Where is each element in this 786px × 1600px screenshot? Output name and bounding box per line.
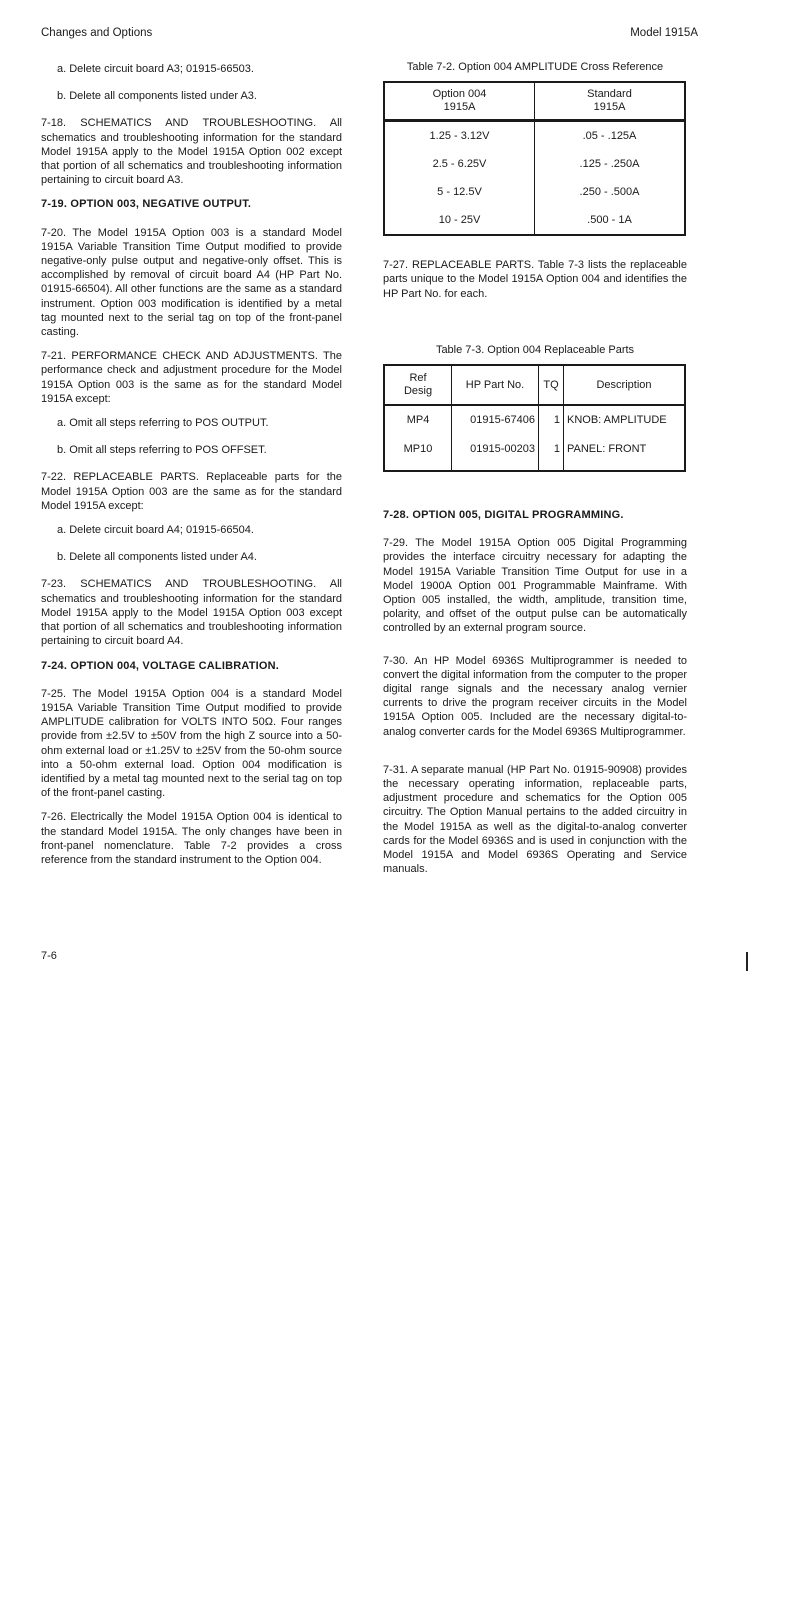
paragraph-7-22: 7-22. REPLACEABLE PARTS. Replaceable parts for the Model 1915A Option 003 are the same as for the standard Model 1915A except: (41, 471, 342, 512)
table-cell: PANEL: FRONT (564, 435, 686, 471)
paragraph-7-21: 7-21. PERFORMANCE CHECK AND ADJUSTMENTS. The performance check and adjustment procedure for the Model 1915A Option 003 is the same as for the standard Model 1915A except: (41, 350, 342, 405)
table-cell: 5 - 12.5V (384, 178, 535, 206)
table-cell: .05 - .125A (535, 121, 686, 151)
list-item: b. Omit all steps referring to POS OFFSET. (57, 444, 267, 457)
paragraph-7-26: 7-26. Electrically the Model 1915A Option 004 is identical to the standard Model 1915A. The only changes have been in front-panel nomenclature. Table 7-2 provides a cross reference from the standard instrument to the Option 004. (41, 811, 342, 866)
table-cell: 1.25 - 3.12V (384, 121, 535, 151)
table-cell: 1 (539, 435, 564, 471)
running-header-left: Changes and Options (41, 27, 153, 39)
list-item: b. Delete all components listed under A4. (57, 551, 257, 564)
table-7-3 (383, 364, 686, 472)
paragraph-7-29: 7-29. The Model 1915A Option 005 Digital Programming provides the interface circuitry necessary for adapting the Model 1915A Variable Transition Time Output for use in a Model 1900A Option 001 Programmable Mainframe. With Option 005 installed, the width, amplitude, transition time, polarity, and offset of the output pulse can be automatically controlled by an external program source. (383, 537, 687, 635)
change-bar-mark (746, 952, 748, 971)
table-header (384, 365, 452, 405)
table-row (384, 435, 685, 471)
running-header-right: Model 1915A (630, 27, 698, 39)
page-number: 7-6 (41, 950, 57, 962)
table-cell: MP4 (384, 405, 452, 435)
table-7-2 (383, 81, 686, 236)
list-item: a. Delete circuit board A3; 01915-66503. (57, 63, 254, 75)
header-line: Option 004 (432, 88, 487, 101)
table-header (384, 82, 535, 121)
paragraph-7-30: 7-30. An HP Model 6936S Multiprogrammer is needed to convert the digital information from the computer to the proper digital range signals and the necessary analog vernier currents to drive the program receiver circuits in the Model 1915A Option 005. Included are the necessary digital-to-analog converter cards for the Model 6936S Multiprogrammer. (383, 654, 687, 738)
table-7-3-caption: Table 7-3. Option 004 Replaceable Parts (435, 343, 635, 356)
paragraph-7-27: 7-27. REPLACEABLE PARTS. Table 7-3 lists the replaceable parts unique to the Model 1915A Option 004 and identifies the HP Part No. for each. (383, 259, 687, 300)
table-row (384, 206, 685, 235)
table-cell: MP10 (384, 435, 452, 471)
table-row (384, 121, 685, 151)
table-cell: 01915-00203 (452, 435, 539, 471)
right-column (383, 60, 687, 886)
paragraph-7-18: 7-18. SCHEMATICS AND TROUBLESHOOTING. All schematics and troubleshooting information for the standard Model 1915A apply to the Model 1915A Option 002 except that portion of all schematics and troubleshooting information pertaining to circuit board A3. (41, 117, 342, 187)
table-row (384, 150, 685, 178)
table-cell: .250 - .500A (535, 178, 686, 206)
header-line: Ref (409, 372, 427, 385)
header-line: 1915A (593, 101, 626, 114)
table-row (384, 405, 685, 435)
paragraph-7-25: 7-25. The Model 1915A Option 004 is a standard Model 1915A Variable Transition Time Output modified to provide AMPLITUDE calibration for VOLTS INTO 50Ω. Four ranges provide from ±2.5V to ±50V from the high Z source into a 50-ohm external load or ±1.25V to ±25V from the 50-ohm source into a 50-ohm external load. Option 004 modification is identified by a metal tag mounted next to the serial tag on top of the front-panel casting. (41, 687, 342, 800)
paragraph-7-20: 7-20. The Model 1915A Option 003 is a standard Model 1915A Variable Transition Time Output modified to provide negative-only pulse output and negative-only offset. This is accomplished by removal of circuit board A4 (HP Part No. 01915-66504). All other functions are the same as a standard instrument. Option 003 modification is identified by a metal tag mounted next to the serial tag on top of the front-panel casting. (41, 226, 342, 339)
table-cell: 2.5 - 6.25V (384, 150, 535, 178)
header-line: Desig (403, 385, 433, 398)
section-heading-7-24: 7-24. OPTION 004, VOLTAGE CALIBRATION. (41, 659, 280, 672)
table-7-2-caption: Table 7-2. Option 004 AMPLITUDE Cross Reference (406, 61, 664, 73)
table-cell: 01915-67406 (452, 405, 539, 435)
section-heading-7-28: 7-28. OPTION 005, DIGITAL PROGRAMMING. (383, 509, 624, 522)
section-heading-7-19: 7-19. OPTION 003, NEGATIVE OUTPUT. (41, 198, 252, 211)
table-cell: KNOB: AMPLITUDE (564, 405, 686, 435)
left-column (41, 62, 342, 877)
table-header: HP Part No. (452, 365, 539, 405)
header-line: 1915A (443, 101, 476, 114)
header-line: Standard (587, 88, 632, 101)
list-item: b. Delete all components listed under A3. (57, 90, 257, 103)
table-cell: 10 - 25V (384, 206, 535, 235)
paragraph-7-31: 7-31. A separate manual (HP Part No. 01915-90908) provides the necessary operating information, replaceable parts, adjustment procedure and schematics for the Option 005 circuitry. The Option Manual pertains to the added circuitry in the Model 1915A as well as the digital-to-analog converter cards for the Model 6936S and is used in conjunction with the Model 1915A and Model 6936S Operating and Service manuals. (383, 763, 687, 876)
table-header: Description (564, 365, 686, 405)
table-row (384, 178, 685, 206)
list-item: a. Omit all steps referring to POS OUTPUT. (57, 417, 269, 430)
table-header (535, 82, 686, 121)
table-header: TQ (539, 365, 564, 405)
table-cell: .125 - .250A (535, 150, 686, 178)
list-item: a. Delete circuit board A4; 01915-66504. (57, 524, 254, 537)
table-cell: .500 - 1A (535, 206, 686, 235)
paragraph-7-23: 7-23. SCHEMATICS AND TROUBLESHOOTING. All schematics and troubleshooting information for the standard Model 1915A apply to the Model 1915A Option 003 except that portion of all schematics and troubleshooting information pertaining to circuit board A4. (41, 578, 342, 648)
table-cell: 1 (539, 405, 564, 435)
